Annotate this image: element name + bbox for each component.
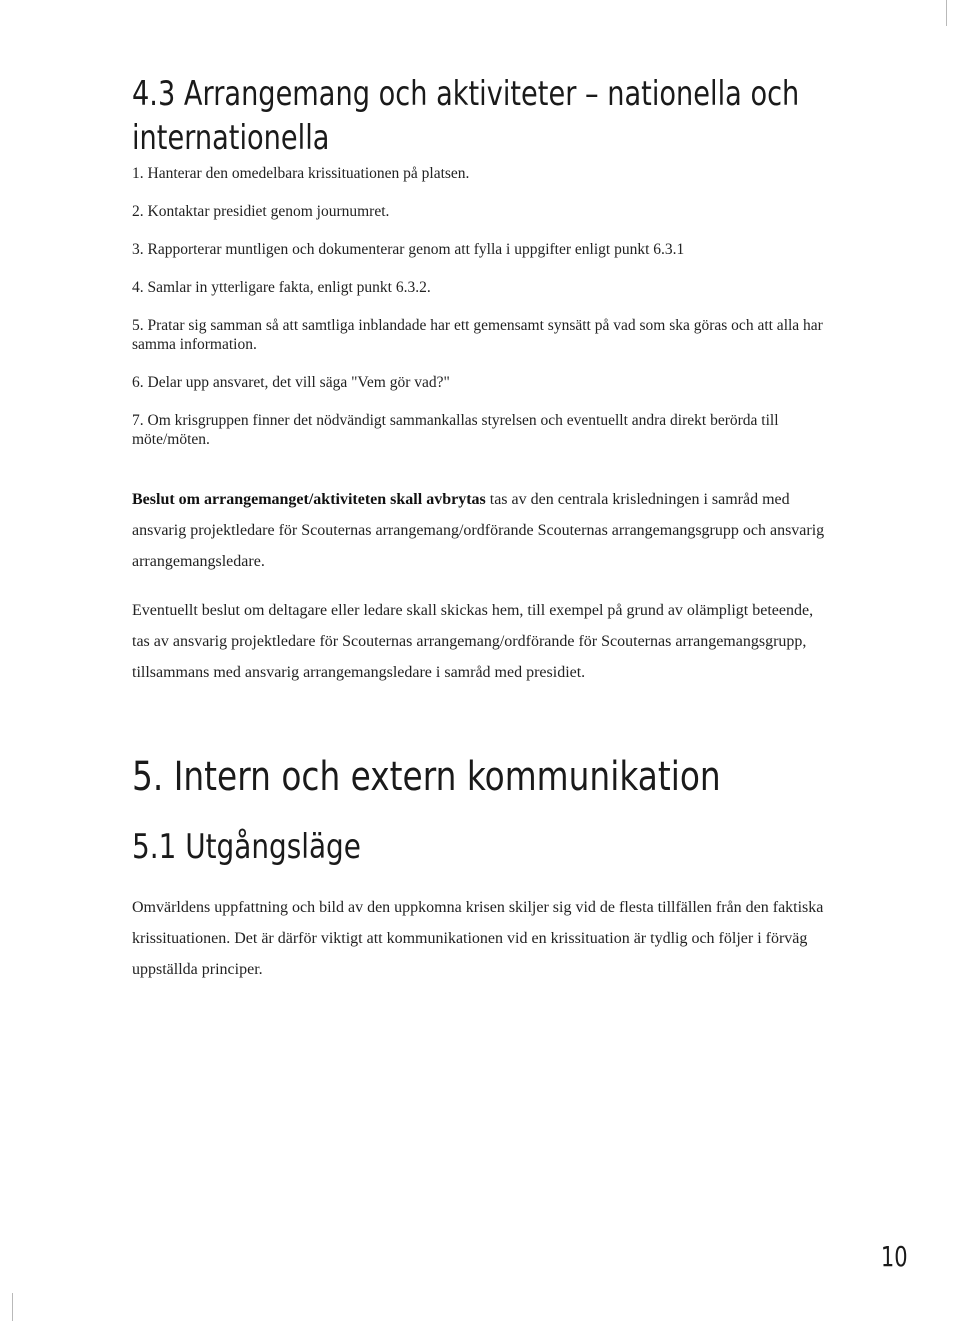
paragraph-send-home: Eventuellt beslut om deltagare eller ledare skall skickas hem, till exempel på grund av olämpligt beteende, tas av ansvarig projektledare för Scouternas arrangemang/ordförande för Scouternas arrangemangsgrupp, tillsammans med ansvarig arrangemangsledare i samråd med presidiet. xyxy=(132,602,814,681)
list-item: 7. Om krisgruppen finner det nödvändigt sammankallas styrelsen och eventuellt andra direkt berörda till möte/möten. xyxy=(132,412,779,448)
list-item: 3. Rapporterar muntligen och dokumenterar genom att fylla i uppgifter enligt punkt 6.3.1 xyxy=(132,241,685,258)
crop-mark-top-right xyxy=(946,0,948,26)
subsection-heading: 5.1 Utgångsläge xyxy=(132,827,361,867)
list-item: 4. Samlar in ytterligare fakta, enligt punkt 6.3.2. xyxy=(132,279,431,296)
paragraph-cancel-lead: Beslut om arrangemanget/aktiviteten skall avbrytas xyxy=(132,491,486,508)
list-item: 6. Delar upp ansvaret, det vill säga "Vem gör vad?" xyxy=(132,374,450,391)
list-item: 2. Kontaktar presidiet genom journumret. xyxy=(132,203,390,220)
crop-mark-bottom-left xyxy=(12,1293,14,1321)
section-heading-4-3 xyxy=(132,72,799,160)
chapter-heading: 5. Intern och extern kommunikation xyxy=(132,754,721,800)
paragraph-cancel-rest: tas av den centrala krisledningen i samråd med ansvarig projektledare för Scouternas arrangemang/ordförande Scouternas arrangemangsgrupp och ansvarig arrangemangsledare. xyxy=(132,491,825,570)
list-item: 1. Hanterar den omedelbara krissituationen på platsen. xyxy=(132,165,470,182)
page-number: 10 xyxy=(881,1240,908,1273)
paragraph-intro: Omvärldens uppfattning och bild av den uppkomna krisen skiljer sig vid de flesta tillfällen från den faktiska krissituationen. Det är därför viktigt att kommunikationen vid en krissituation är tydlig och följer i förväg uppställda principer. xyxy=(132,899,824,978)
section-heading-line-2: internationella xyxy=(132,118,330,158)
list-item: 5. Pratar sig samman så att samtliga inblandade har ett gemensamt synsätt på vad som ska göras och att alla har samma information. xyxy=(132,317,823,353)
paragraph-cancel-decision xyxy=(132,484,832,577)
section-heading-line-1: 4.3 Arrangemang och aktiviteter – nationella och xyxy=(132,74,800,114)
